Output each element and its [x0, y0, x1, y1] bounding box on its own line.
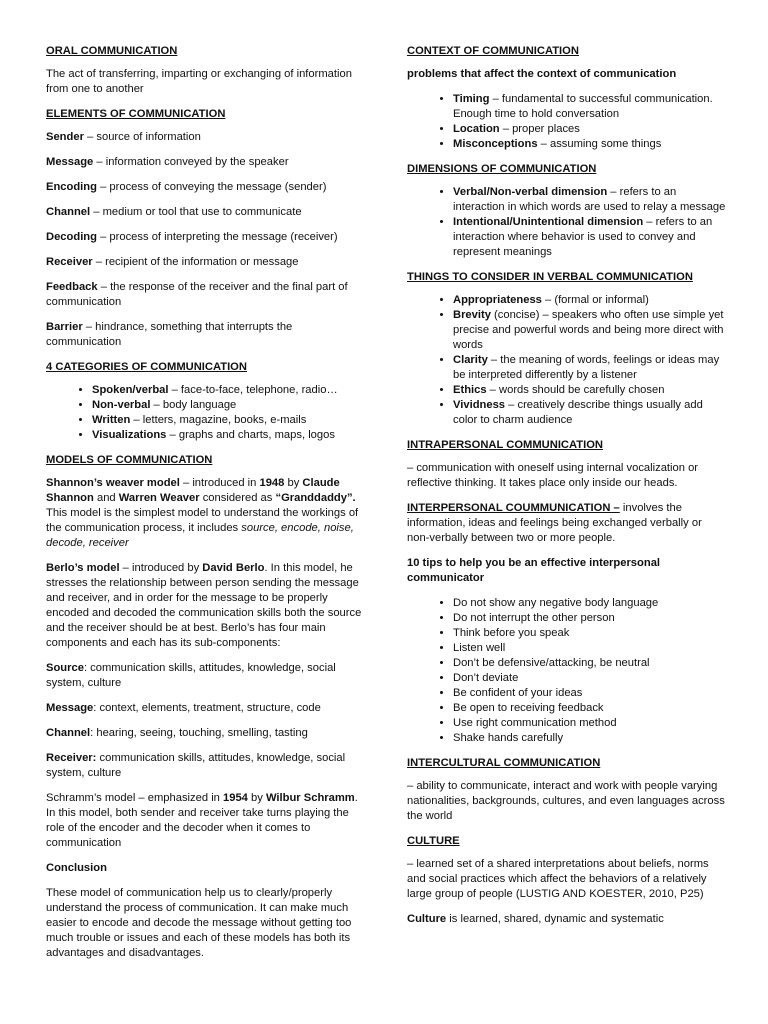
- schramm-model-paragraph: Schramm’s model – emphasized in 1954 by Wilbur Schramm. In this model, both sender and receiver take turns playing the role of the encoder and the decoder when it comes to communication: [46, 792, 358, 849]
- list-item: • Timing – fundamental to successful communication. Enough time to hold conversation: [453, 92, 727, 122]
- interpersonal-paragraph: INTERPERSONAL COUMMUNICATION – involves the information, ideas and feelings being exchanged verbally or non-verbally between two or more people.: [407, 502, 702, 544]
- intercultural-heading: INTERCULTURAL COMMUNICATION: [407, 757, 601, 769]
- list-item: • Spoken/verbal – face-to-face, telephone, radio…: [92, 383, 368, 398]
- element-message: Message – information conveyed by the speaker: [46, 156, 289, 168]
- list-item: • Clarity – the meaning of words, feelings or ideas may be interpreted differently by a listener: [453, 353, 727, 383]
- list-item: • Shake hands carefully: [453, 731, 727, 746]
- component-receiver: Receiver: communication skills, attitudes, knowledge, social system, culture: [46, 752, 346, 779]
- list-item: • Non-verbal – body language: [92, 398, 368, 413]
- list-item: • Don’t be defensive/attacking, be neutral: [453, 656, 727, 671]
- intercultural-definition: – ability to communicate, interact and work with people varying nationalities, backgrounds, cultures, and even languages across the world: [407, 780, 725, 822]
- list-item: • Listen well: [453, 641, 727, 656]
- intrapersonal-heading: INTRAPERSONAL COMMUNICATION: [407, 439, 603, 451]
- intrapersonal-definition: – communication with oneself using internal vocalization or reflective thinking. It takes place only inside our heads.: [407, 462, 699, 489]
- component-source: Source: communication skills, attitudes, knowledge, social system, culture: [46, 662, 336, 689]
- conclusion-paragraph: These model of communication help us to clearly/properly understand the process of communication. It can make much easier to encode and decode the message without getting too much trouble or issues and each of these models has both its advantages and disadvantages.: [46, 887, 352, 959]
- models-heading: MODELS OF COMMUNICATION: [46, 454, 213, 466]
- component-message: Message: context, elements, treatment, structure, code: [46, 702, 321, 714]
- berlo-model-paragraph: Berlo’s model – introduced by David Berlo. In this model, he stresses the relationship between person sending the message and receiver, and in order for the message to be properly encoded and decoded the communication skills both the source and the receiver should be at best. Berlo’s has four main components and each has its sub-components:: [46, 562, 362, 649]
- shannon-model-paragraph: Shannon’s weaver model – introduced in 1948 by Claude Shannon and Warren Weaver considered as “Granddaddy”. This model is the simplest model to understand the workings of the communication process, it includes source, encode, noise, decode, receiver: [46, 477, 359, 549]
- culture-definition: – learned set of a shared interpretations about beliefs, norms and social practices which affect the behaviors of a relatively large group of people (LUSTIG AND KOESTER, 2010, P25): [407, 858, 709, 900]
- list-item: • Ethics – words should be carefully chosen: [453, 383, 727, 398]
- list-item: • Brevity (concise) – speakers who often use simple yet precise and powerful words and being more direct with words: [453, 308, 727, 353]
- list-item: • Intentional/Unintentional dimension – refers to an interaction where behavior is used to convey and represent meanings: [453, 215, 727, 260]
- conclusion-heading: Conclusion: [46, 862, 107, 874]
- list-item: • Appropriateness – (formal or informal): [453, 293, 727, 308]
- list-item: • Don’t deviate: [453, 671, 727, 686]
- element-feedback: Feedback – the response of the receiver and the final part of communication: [46, 281, 348, 308]
- element-receiver: Receiver – recipient of the information or message: [46, 256, 299, 268]
- context-heading: CONTEXT OF COMMUNICATION: [407, 45, 579, 57]
- list-item: • Verbal/Non-verbal dimension – refers to an interaction in which words are used to relay a message: [453, 185, 727, 215]
- list-item: • Misconceptions – assuming some things: [453, 137, 727, 152]
- verbal-considerations-heading: THINGS TO CONSIDER IN VERBAL COMMUNICATION: [407, 271, 693, 283]
- list-item: • Vividness – creatively describe things usually add color to charm audience: [453, 398, 727, 428]
- list-item: • Be open to receiving feedback: [453, 701, 727, 716]
- list-item: • Do not show any negative body language: [453, 596, 727, 611]
- element-channel: Channel – medium or tool that use to communicate: [46, 206, 302, 218]
- categories-heading: 4 CATEGORIES OF COMMUNICATION: [46, 361, 247, 373]
- element-encoding: Encoding – process of conveying the message (sender): [46, 181, 327, 193]
- left-column: [46, 44, 368, 971]
- culture-heading: CULTURE: [407, 835, 460, 847]
- elements-heading: ELEMENTS OF COMMUNICATION: [46, 108, 226, 120]
- element-barrier: Barrier – hindrance, something that interrupts the communication: [46, 321, 293, 348]
- verbal-considerations-list: [407, 293, 727, 428]
- oral-communication-definition: The act of transferring, imparting or exchanging of information from one to another: [46, 68, 352, 95]
- dimensions-heading: DIMENSIONS OF COMMUNICATION: [407, 163, 597, 175]
- list-item: • Visualizations – graphs and charts, maps, logos: [92, 428, 368, 443]
- context-list: [407, 92, 727, 152]
- oral-communication-heading: ORAL COMMUNICATION: [46, 45, 178, 57]
- right-column: [407, 44, 727, 937]
- element-sender: Sender – source of information: [46, 131, 201, 143]
- element-decoding: Decoding – process of interpreting the message (receiver): [46, 231, 338, 243]
- list-item: • Be confident of your ideas: [453, 686, 727, 701]
- list-item: • Use right communication method: [453, 716, 727, 731]
- list-item: • Written – letters, magazine, books, e-mails: [92, 413, 368, 428]
- culture-summary: Culture is learned, shared, dynamic and systematic: [407, 913, 664, 925]
- context-subheading: problems that affect the context of communication: [407, 68, 677, 80]
- tips-list: [407, 596, 727, 746]
- dimensions-list: [407, 185, 727, 260]
- component-channel: Channel: hearing, seeing, touching, smelling, tasting: [46, 727, 308, 739]
- list-item: • Think before you speak: [453, 626, 727, 641]
- list-item: • Do not interrupt the other person: [453, 611, 727, 626]
- categories-list: [46, 383, 368, 443]
- list-item: • Location – proper places: [453, 122, 727, 137]
- tips-heading: 10 tips to help you be an effective interpersonal communicator: [407, 557, 661, 584]
